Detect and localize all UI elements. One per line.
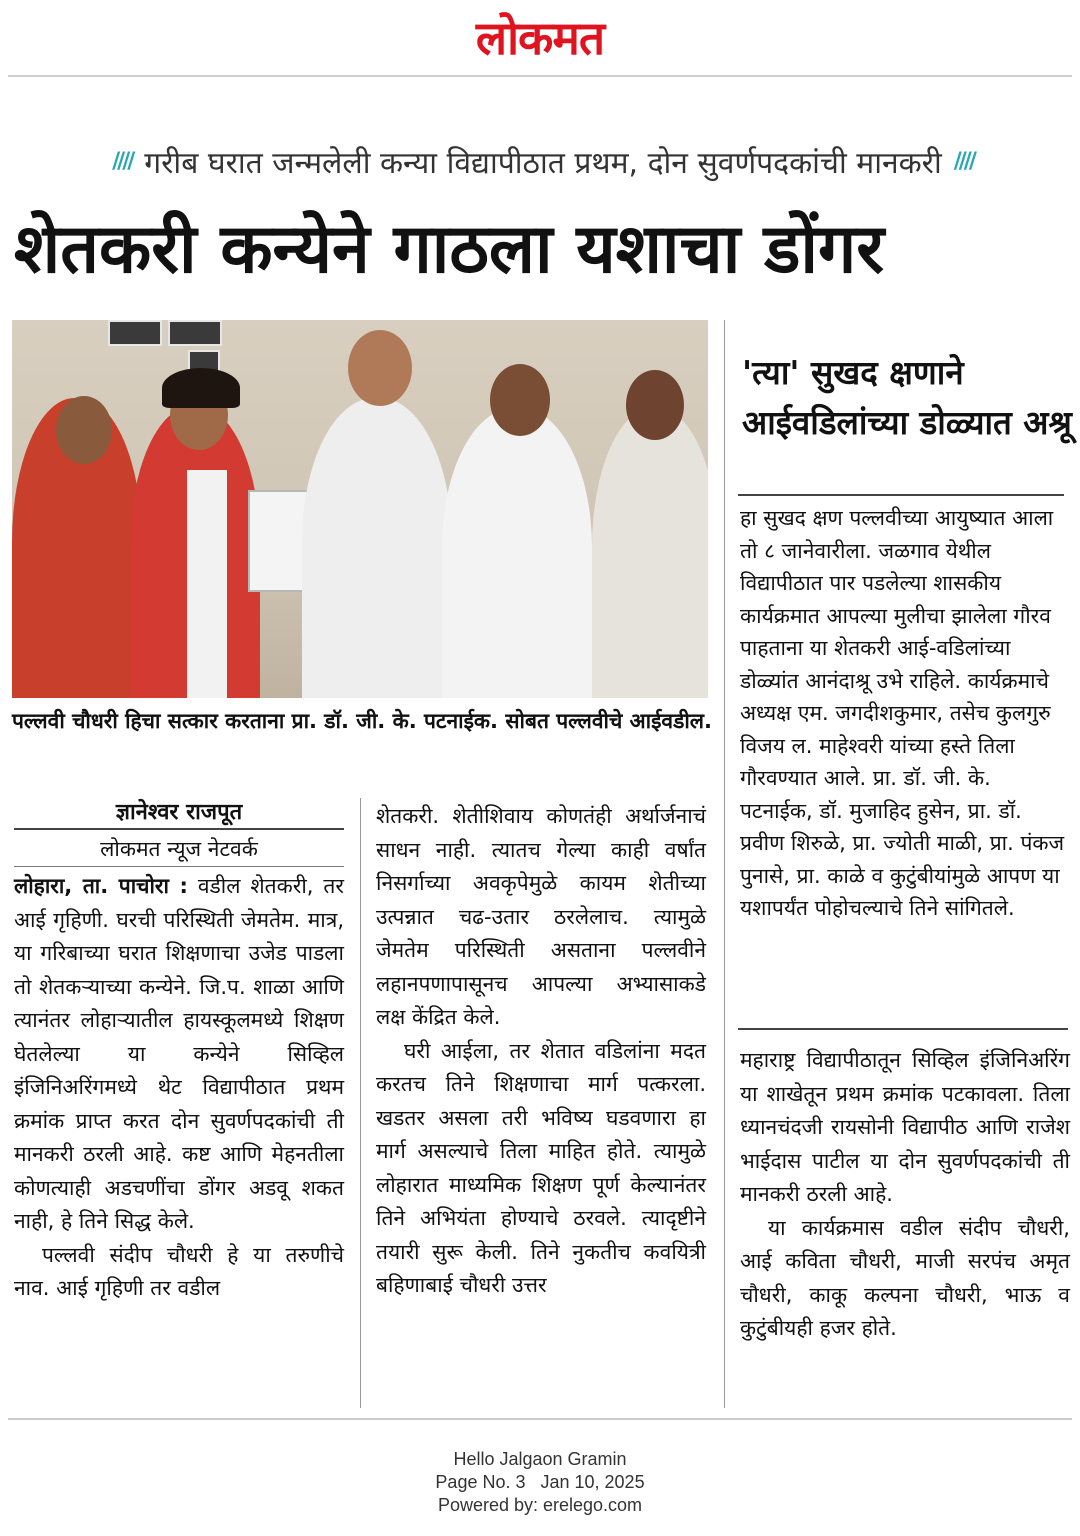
kicker-text: गरीब घरात जन्मलेली कन्या विद्यापीठात प्रथम, दोन सुवर्णपदकांची मानकरी bbox=[144, 145, 942, 181]
person-father bbox=[442, 408, 592, 698]
bottom-divider bbox=[8, 1418, 1072, 1420]
hair bbox=[162, 368, 240, 408]
sidebar-divider bbox=[738, 494, 1064, 496]
sidebar-title: 'त्या' सुखद क्षणाने आईवडिलांच्या डोळ्यात अश्रू bbox=[742, 353, 1072, 442]
sidebar-bottom-divider bbox=[738, 1028, 1068, 1030]
article-paragraph: घरी आईला, तर शेतात वडिलांना मदत करतच तिने शिक्षणाचा मार्ग पत्करला. खडतर असला तरी भविष्य घडवणारा हा मार्ग असल्याचे तिला माहित होते. त्यामुळे लोहारात माध्यमिक शिक्षण पूर्ण केल्यानंतर तिने अभियंता होण्याचे ठरवले. त्यादृष्टीने तयारी सुरू केली. तिने नुकतीच कवयित्री बहिणाबाई चौधरी उत्तर bbox=[376, 1038, 706, 1297]
byline-author: ज्ञानेश्वर राजपूत bbox=[115, 800, 243, 825]
white-stole bbox=[187, 470, 227, 698]
byline-divider bbox=[14, 828, 344, 830]
article-paragraph: या कार्यक्रमास वडील संदीप चौधरी, आई कविता चौधरी, माजी सरपंच अमृत चौधरी, काकू कल्पना चौधरी, भाऊ व कुटुंबीयही हजर होते. bbox=[740, 1215, 1070, 1340]
article-paragraph bbox=[14, 870, 344, 1239]
headline: शेतकरी कन्येने गाठला यशाचा डोंगर bbox=[14, 210, 885, 289]
kicker-mark-right: //// bbox=[953, 148, 974, 174]
person-head bbox=[348, 330, 412, 406]
paragraph-text: वडील शेतकरी, तर आई गृहिणी. घरची परिस्थिती जेमतेम. मात्र, या गरिबाच्या घरात शिक्षणाचा उजेड पाडला तो शेतकऱ्याच्या कन्येने. जि.प. शाळा आणि त्यानंतर लोहाऱ्यातील हायस्कूलमध्ये शिक्षण घेतलेल्या या कन्येने सिव्हिल इंजिनिअरिंगमध्ये थेट विद्यापीठात प्रथम क्रमांक प्राप्त करत दोन सुवर्णपदकांची ती मानकरी ठरली आहे. कष्ट आणि मेहनतीला कोणत्याही अडचणींचा डोंगर अडवू शकत नाही, हे तिने सिद्ध केले. bbox=[14, 874, 344, 1233]
footer-powered-by: Powered by: erelego.com bbox=[437, 1495, 643, 1515]
article-column-2 bbox=[376, 800, 706, 1303]
person-head bbox=[626, 370, 684, 440]
byline-network: लोकमत न्यूज नेटवर्क bbox=[100, 837, 258, 861]
top-divider bbox=[8, 75, 1072, 77]
person-head bbox=[56, 396, 112, 464]
sidebar-body: हा सुखद क्षण पल्लवीच्या आयुष्यात आला तो ८ जानेवारीला. जळगाव येथील विद्यापीठात पार पडलेल्या शासकीय कार्यक्रमात आपल्या मुलीचा झालेला गौरव पाहताना या शेतकरी आई-वडिलांच्या डोळ्यांत आनंदाश्रू उभे राहिले. कार्यक्रमाचे अध्यक्ष एम. जगदीशकुमार, तसेच कुलगुरु विजय ल. माहेश्वरी यांच्या हस्ते तिला गौरवण्यात आले. प्रा. डॉ. जी. के. पटनाईक, डॉ. मुजाहिद हुसेन, प्रा. डॉ. प्रवीण शिरुळे, प्रा. ज्योती माळी, प्रा. पंकज पुनासे, प्रा. काळे व कुटुंबीयांमुळे आपण या यशापर्यंत पोहोचल्याचे तिने सांगितले. bbox=[740, 506, 1065, 920]
photo-caption: पल्लवी चौधरी हिचा सत्कार करताना प्रा. डॉ. जी. के. पटनाईक. सोबत पल्लवीचे आईवडील. bbox=[12, 709, 712, 733]
person-professor bbox=[302, 398, 452, 698]
article-paragraph: महाराष्ट्र विद्यापीठातून सिव्हिल इंजिनिअरिंग या शाखेतून प्रथम क्रमांक पटकावला. तिला ध्यानचंदजी रायसोनी विद्यापीठ आणि राजेश भाईदास पाटील या दोन सुवर्णपदकांची ती मानकरी ठरली आहे. bbox=[740, 1048, 1070, 1206]
column-divider bbox=[724, 320, 725, 1408]
network-divider bbox=[14, 866, 344, 867]
person-relative bbox=[592, 408, 708, 698]
wall-frame bbox=[108, 320, 162, 346]
footer-edition: Hello Jalgaon Gramin bbox=[453, 1449, 627, 1469]
masthead bbox=[0, 0, 1080, 74]
newspaper-logo: लोकमत bbox=[475, 11, 605, 65]
footer-page-date: Page No. 3 Jan 10, 2025 bbox=[435, 1472, 645, 1492]
wall-frame bbox=[168, 320, 222, 346]
kicker-mark-left: //// bbox=[112, 148, 133, 174]
dateline: लोहारा, ता. पाचोरा : bbox=[14, 874, 188, 898]
kicker bbox=[18, 136, 1068, 186]
news-photo bbox=[12, 320, 708, 698]
person-head bbox=[490, 364, 550, 436]
article-column-3 bbox=[740, 1044, 1070, 1346]
footer bbox=[0, 1448, 1080, 1517]
article-column-1 bbox=[14, 870, 344, 1306]
article-paragraph: पल्लवी संदीप चौधरी हे या तरुणीचे नाव. आई गृहिणी तर वडील bbox=[14, 1242, 344, 1300]
article-paragraph: शेतकरी. शेतीशिवाय कोणतंही अर्थार्जनाचं साधन नाही. त्यातच गेल्या काही वर्षांत निसर्गाच्या अवकृपेमुळे कायम शेतीच्या उत्पन्नात चढ-उतार ठरलेलाच. त्यामुळे जेमतेम परिस्थिती असताना पल्लवीने लहानपणापासूनच आपल्या अभ्यासाकडे लक्ष केंद्रित केले. bbox=[376, 804, 706, 1029]
column-divider bbox=[360, 798, 361, 1408]
